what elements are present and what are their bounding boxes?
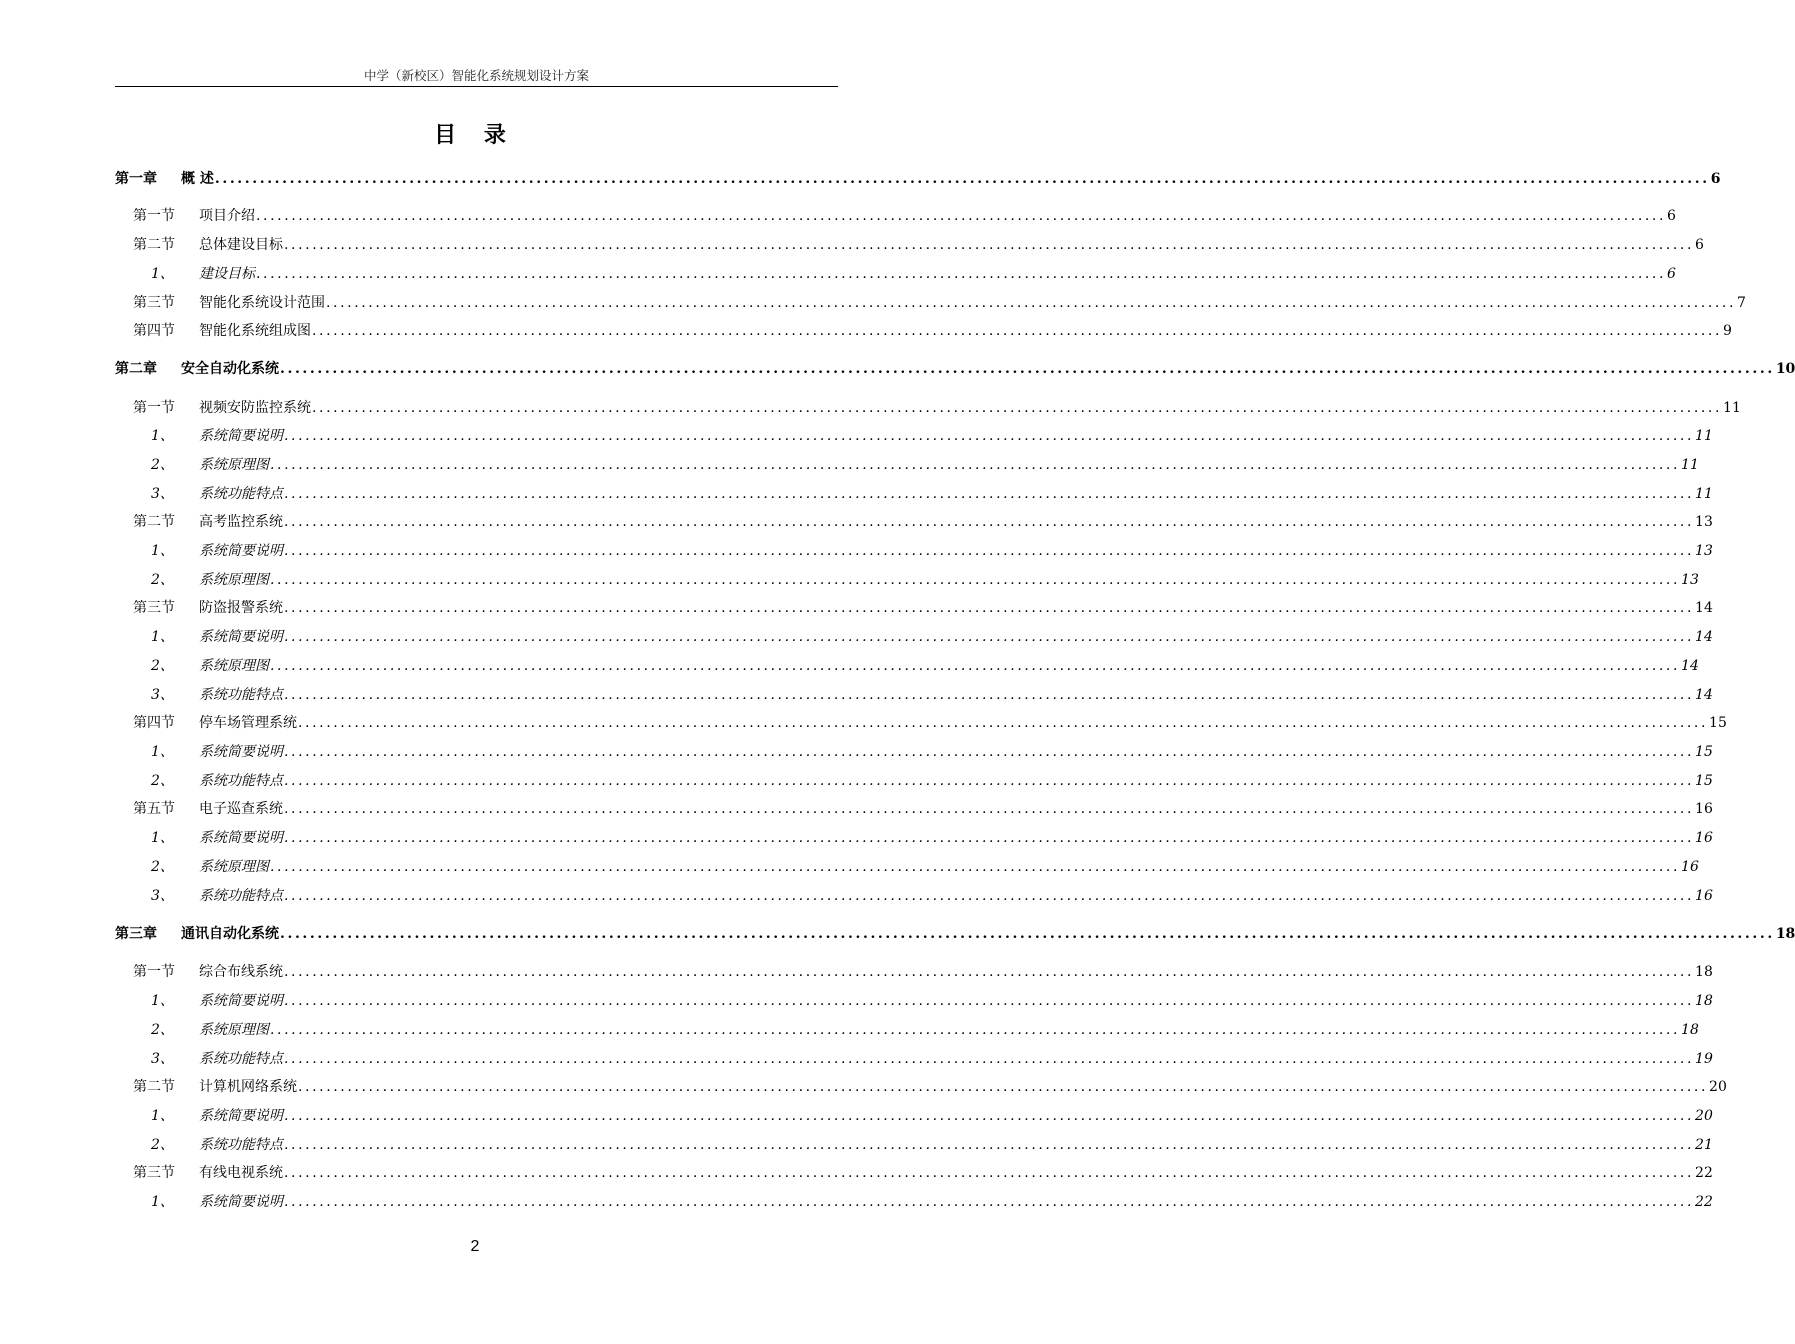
toc-leader-dots: ........................................................................................................................................................................................................ <box>298 1079 1709 1095</box>
toc-chapter-entry[interactable] <box>115 923 1795 945</box>
toc-entry-number: 第一节 <box>133 400 175 416</box>
toc-entry-page: 21 <box>1695 1137 1713 1153</box>
toc-entry-page: 16 <box>1695 801 1713 817</box>
toc-leader-dots: ........................................................................................................................................................................................................ <box>284 486 1695 502</box>
toc-entry-title: 系统简要说明 <box>199 629 283 645</box>
toc-subsection-entry[interactable] <box>115 684 1713 706</box>
toc-subsection-entry[interactable] <box>115 569 1699 591</box>
toc-section-entry[interactable] <box>115 1162 1713 1184</box>
toc-section-entry[interactable] <box>115 234 1704 256</box>
toc-leader-dots: ........................................................................................................................................................................................................ <box>284 964 1695 980</box>
toc-entry-title: 系统简要说明 <box>199 543 283 559</box>
toc-chapter-entry[interactable] <box>115 168 1721 190</box>
toc-entry-page: 7 <box>1737 295 1746 311</box>
toc-entry-number: 第一章 <box>115 171 157 187</box>
toc-leader-dots: ........................................................................................................................................................................................................ <box>284 1137 1695 1153</box>
toc-entry-number: 2、 <box>151 457 174 473</box>
toc-entry-number: 第三章 <box>115 926 157 942</box>
toc-leader-dots: ........................................................................................................................................................................................................ <box>284 744 1695 760</box>
toc-entry-page: 16 <box>1695 888 1713 904</box>
toc-entry-number: 第二节 <box>133 1079 175 1095</box>
toc-entry-title: 综合布线系统 <box>199 964 283 980</box>
toc-entry-page: 13 <box>1695 543 1713 559</box>
toc-leader-dots: ........................................................................................................................................................................................................ <box>284 600 1695 616</box>
toc-subsection-entry[interactable] <box>115 1105 1713 1127</box>
toc-entry-page: 16 <box>1695 830 1713 846</box>
toc-entry-number: 第四节 <box>133 715 175 731</box>
toc-leader-dots: ........................................................................................................................................................................................................ <box>298 715 1709 731</box>
toc-leader-dots: ........................................................................................................................................................................................................ <box>284 888 1695 904</box>
toc-entry-title: 视频安防监控系统 <box>199 400 311 416</box>
toc-entry-number: 1、 <box>151 428 174 444</box>
toc-entry-title: 防盗报警系统 <box>199 600 283 616</box>
toc-leader-dots: ........................................................................................................................................................................................................ <box>312 400 1723 416</box>
toc-entry-title: 总体建设目标 <box>199 237 283 253</box>
toc-entry-page: 9 <box>1723 323 1732 339</box>
toc-entry-title: 建设目标 <box>199 266 255 282</box>
toc-entry-page: 14 <box>1695 600 1713 616</box>
toc-entry-page: 22 <box>1695 1194 1713 1210</box>
toc-entry-number: 第一节 <box>133 208 175 224</box>
toc-entry-number: 第二章 <box>115 361 157 377</box>
toc-subsection-entry[interactable] <box>115 540 1713 562</box>
toc-section-entry[interactable] <box>115 1076 1727 1098</box>
toc-entry-number: 1、 <box>151 1108 174 1124</box>
toc-leader-dots: ........................................................................................................................................................................................................ <box>270 572 1681 588</box>
toc-subsection-entry[interactable] <box>115 990 1713 1012</box>
toc-leader-dots: ........................................................................................................................................................................................................ <box>284 1194 1695 1210</box>
toc-entry-number: 第五节 <box>133 801 175 817</box>
toc-subsection-entry[interactable] <box>115 827 1713 849</box>
toc-section-entry[interactable] <box>115 397 1741 419</box>
toc-subsection-entry[interactable] <box>115 454 1699 476</box>
toc-entry-title: 系统简要说明 <box>199 1108 283 1124</box>
toc-entry-page: 18 <box>1695 964 1713 980</box>
toc-entry-number: 第四节 <box>133 323 175 339</box>
toc-entry-page: 10 <box>1775 361 1795 377</box>
toc-entry-page: 20 <box>1695 1108 1713 1124</box>
toc-entry-number: 2、 <box>151 658 174 674</box>
toc-entry-title: 系统功能特点 <box>199 773 283 789</box>
toc-entry-page: 13 <box>1681 572 1699 588</box>
toc-subsection-entry[interactable] <box>115 626 1713 648</box>
toc-entry-title: 系统原理图 <box>199 658 269 674</box>
toc-leader-dots: ........................................................................................................................................................................................................ <box>270 658 1681 674</box>
toc-subsection-entry[interactable] <box>115 856 1699 878</box>
toc-section-entry[interactable] <box>115 511 1713 533</box>
toc-section-entry[interactable] <box>115 712 1727 734</box>
toc-entry-number: 1、 <box>151 629 174 645</box>
toc-subsection-entry[interactable] <box>115 885 1713 907</box>
toc-entry-number: 2、 <box>151 859 174 875</box>
toc-leader-dots: ........................................................................................................................................................................................................ <box>284 543 1695 559</box>
toc-entry-title: 系统原理图 <box>199 1022 269 1038</box>
toc-section-entry[interactable] <box>115 320 1732 342</box>
toc-entry-page: 6 <box>1695 237 1704 253</box>
toc-entry-title: 安全自动化系统 <box>181 361 279 377</box>
toc-leader-dots: ........................................................................................................................................................................................................ <box>284 514 1695 530</box>
toc-subsection-entry[interactable] <box>115 741 1713 763</box>
toc-entry-number: 2、 <box>151 1137 174 1153</box>
toc-leader-dots: ........................................................................................................................................................................................................ <box>256 208 1667 224</box>
toc-leader-dots: ........................................................................................................................................................................................................ <box>284 237 1695 253</box>
toc-entry-title: 停车场管理系统 <box>199 715 297 731</box>
toc-entry-page: 20 <box>1709 1079 1727 1095</box>
toc-leader-dots: ........................................................................................................................................................................................................ <box>284 428 1695 444</box>
toc-entry-title: 系统功能特点 <box>199 687 283 703</box>
page-number: 2 <box>470 1238 480 1255</box>
toc-entry-page: 14 <box>1681 658 1699 674</box>
toc-entry-number: 第一节 <box>133 964 175 980</box>
toc-entry-title: 系统原理图 <box>199 457 269 473</box>
toc-title: 目 录 <box>434 122 516 148</box>
toc-section-entry[interactable] <box>115 597 1713 619</box>
toc-entry-page: 14 <box>1695 629 1713 645</box>
toc-leader-dots: ........................................................................................................................................................................................................ <box>284 773 1695 789</box>
toc-leader-dots: ........................................................................................................................................................................................................ <box>284 687 1695 703</box>
toc-leader-dots: ........................................................................................................................................................................................................ <box>270 859 1681 875</box>
toc-entry-page: 15 <box>1695 773 1713 789</box>
toc-leader-dots: ........................................................................................................................................................................................................ <box>280 361 1775 377</box>
toc-leader-dots: ........................................................................................................................................................................................................ <box>284 1051 1695 1067</box>
toc-section-entry[interactable] <box>115 961 1713 983</box>
toc-entry-title: 概 述 <box>181 171 214 187</box>
toc-entry-title: 项目介绍 <box>199 208 255 224</box>
toc-leader-dots: ........................................................................................................................................................................................................ <box>312 323 1723 339</box>
toc-entry-page: 13 <box>1695 514 1713 530</box>
page-header: 中学（新校区）智能化系统规划设计方案 <box>363 68 589 83</box>
toc-entry-number: 2、 <box>151 1022 174 1038</box>
toc-entry-title: 系统原理图 <box>199 572 269 588</box>
toc-subsection-entry[interactable] <box>115 425 1713 447</box>
toc-entry-page: 6 <box>1710 171 1721 187</box>
toc-entry-title: 系统简要说明 <box>199 1194 283 1210</box>
toc-leader-dots: ........................................................................................................................................................................................................ <box>270 1022 1681 1038</box>
toc-entry-title: 智能化系统组成图 <box>199 323 311 339</box>
toc-entry-page: 11 <box>1695 428 1713 444</box>
toc-entry-page: 16 <box>1681 859 1699 875</box>
toc-leader-dots: ........................................................................................................................................................................................................ <box>284 801 1695 817</box>
toc-subsection-entry[interactable] <box>115 1019 1699 1041</box>
toc-leader-dots: ........................................................................................................................................................................................................ <box>270 457 1681 473</box>
toc-subsection-entry[interactable] <box>115 1048 1713 1070</box>
toc-entry-number: 3、 <box>151 486 174 502</box>
toc-entry-number: 1、 <box>151 830 174 846</box>
toc-entry-title: 系统功能特点 <box>199 1051 283 1067</box>
toc-leader-dots: ........................................................................................................................................................................................................ <box>256 266 1667 282</box>
toc-entry-title: 系统功能特点 <box>199 888 283 904</box>
toc-subsection-entry[interactable] <box>115 1134 1713 1156</box>
toc-entry-page: 11 <box>1695 486 1713 502</box>
toc-leader-dots: ........................................................................................................................................................................................................ <box>280 926 1775 942</box>
toc-leader-dots: ........................................................................................................................................................................................................ <box>284 1165 1695 1181</box>
header-rule <box>115 86 838 87</box>
toc-leader-dots: ........................................................................................................................................................................................................ <box>284 830 1695 846</box>
toc-entry-number: 第三节 <box>133 600 175 616</box>
toc-leader-dots: ........................................................................................................................................................................................................ <box>326 295 1737 311</box>
toc-section-entry[interactable] <box>115 205 1676 227</box>
toc-entry-page: 18 <box>1681 1022 1699 1038</box>
toc-entry-page: 18 <box>1775 926 1795 942</box>
toc-entry-number: 第二节 <box>133 514 175 530</box>
toc-subsection-entry[interactable] <box>115 263 1676 285</box>
toc-entry-number: 1、 <box>151 744 174 760</box>
toc-entry-number: 3、 <box>151 888 174 904</box>
toc-entry-title: 通讯自动化系统 <box>181 926 279 942</box>
toc-entry-title: 计算机网络系统 <box>199 1079 297 1095</box>
toc-entry-page: 14 <box>1695 687 1713 703</box>
toc-entry-number: 1、 <box>151 543 174 559</box>
toc-subsection-entry[interactable] <box>115 1191 1713 1213</box>
toc-entry-number: 1、 <box>151 993 174 1009</box>
toc-section-entry[interactable] <box>115 798 1713 820</box>
toc-subsection-entry[interactable] <box>115 483 1713 505</box>
toc-entry-title: 系统简要说明 <box>199 993 283 1009</box>
toc-entry-title: 电子巡查系统 <box>199 801 283 817</box>
toc-leader-dots: ........................................................................................................................................................................................................ <box>284 1108 1695 1124</box>
toc-entry-page: 6 <box>1667 208 1676 224</box>
toc-leader-dots: ........................................................................................................................................................................................................ <box>284 993 1695 1009</box>
toc-entry-number: 3、 <box>151 1051 174 1067</box>
toc-subsection-entry[interactable] <box>115 770 1713 792</box>
toc-leader-dots: ........................................................................................................................................................................................................ <box>214 171 1710 187</box>
toc-entry-page: 22 <box>1695 1165 1713 1181</box>
toc-entry-page: 19 <box>1695 1051 1713 1067</box>
toc-entry-title: 系统原理图 <box>199 859 269 875</box>
toc-entry-title: 系统简要说明 <box>199 830 283 846</box>
toc-chapter-entry[interactable] <box>115 358 1795 380</box>
toc-entry-title: 智能化系统设计范围 <box>199 295 325 311</box>
toc-entry-title: 系统功能特点 <box>199 486 283 502</box>
toc-entry-page: 6 <box>1667 266 1676 282</box>
toc-subsection-entry[interactable] <box>115 655 1699 677</box>
toc-entry-number: 3、 <box>151 687 174 703</box>
toc-entry-number: 1、 <box>151 1194 174 1210</box>
toc-entry-page: 18 <box>1695 993 1713 1009</box>
toc-entry-title: 系统功能特点 <box>199 1137 283 1153</box>
toc-entry-number: 第三节 <box>133 295 175 311</box>
toc-entry-title: 有线电视系统 <box>199 1165 283 1181</box>
toc-entry-number: 第二节 <box>133 237 175 253</box>
toc-entry-title: 系统简要说明 <box>199 428 283 444</box>
toc-entry-number: 1、 <box>151 266 174 282</box>
toc-entry-title: 高考监控系统 <box>199 514 283 530</box>
toc-entry-number: 第三节 <box>133 1165 175 1181</box>
toc-entry-page: 15 <box>1695 744 1713 760</box>
toc-entry-title: 系统简要说明 <box>199 744 283 760</box>
toc-entry-page: 15 <box>1709 715 1727 731</box>
toc-entry-page: 11 <box>1681 457 1699 473</box>
toc-entry-number: 2、 <box>151 773 174 789</box>
toc-section-entry[interactable] <box>115 292 1746 314</box>
toc-entry-page: 11 <box>1723 400 1741 416</box>
toc-leader-dots: ........................................................................................................................................................................................................ <box>284 629 1695 645</box>
toc-entry-number: 2、 <box>151 572 174 588</box>
